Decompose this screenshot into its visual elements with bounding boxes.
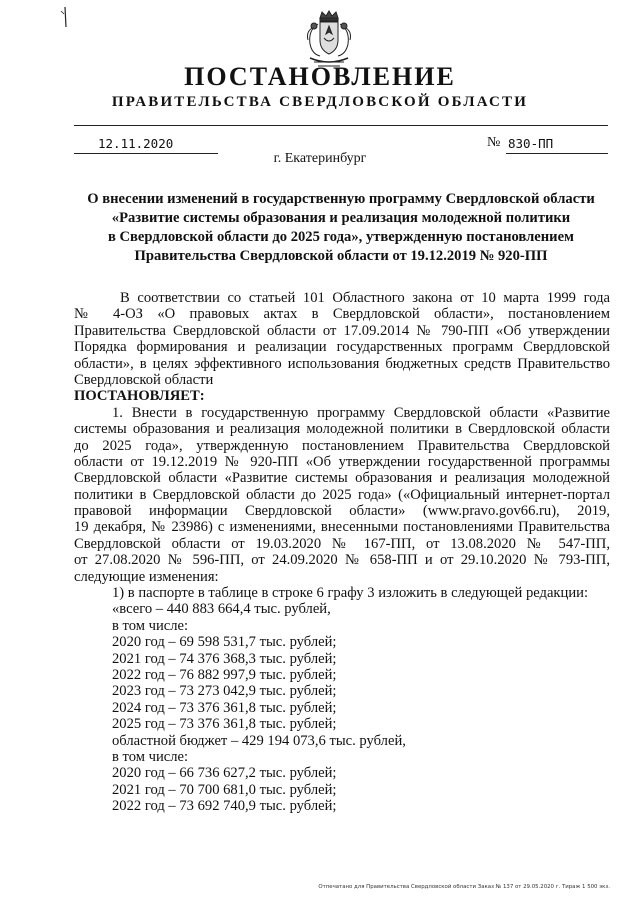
body-line: Правительства Свердловской области от 17.09.2014 № 790-ПП «Об утверждении (74, 322, 610, 339)
document-number-label: № (487, 135, 501, 150)
body-line: Свердловской области от 19.03.2020 № 167-ПП, от 13.08.2020 № 547-ПП, (74, 535, 610, 552)
corner-mark-icon (60, 6, 70, 28)
body-line: Свердловской области «Развитие системы образования и реализация молодежной (74, 470, 610, 487)
body-line: от 27.08.2020 № 596-ПП, от 24.09.2020 № 658-ПП и от 29.10.2020 № 793-ПП, (74, 552, 610, 569)
body-line: 2023 год – 73 273 042,9 тыс. рублей; (112, 683, 337, 700)
body-line: 1. Внести в государственную программу Свердловской области «Развитие (112, 404, 610, 421)
body-line: 2024 год – 73 376 361,8 тыс. рублей; (112, 699, 337, 716)
body-line: 19 декабря, № 23986) с изменениями, внесенными постановлениями Правительства (74, 519, 610, 536)
body-line: областной бюджет – 429 194 073,6 тыс. рублей, (112, 732, 406, 749)
body-line: 2022 год – 73 692 740,9 тыс. рублей; (112, 798, 337, 815)
body-line: в том числе: (112, 748, 189, 765)
body-line: В соответствии со статьей 101 Областного закона от 10 марта 1999 года (120, 290, 610, 306)
body-line: правовой информации Свердловской области» (www.pravo.gov66.ru), 2019, (74, 503, 610, 520)
body-line: 2021 год – 70 700 681,0 тыс. рублей; (112, 781, 337, 798)
body-line: 2020 год – 66 736 627,2 тыс. рублей; (112, 765, 337, 782)
body-line: 2020 год – 69 598 531,7 тыс. рублей; (112, 634, 337, 651)
document-date: 12.11.2020 (98, 136, 174, 151)
document-body (74, 290, 610, 815)
body-line: Свердловской области (74, 371, 214, 388)
body-line: ПОСТАНОВЛЯЕТ: (74, 388, 205, 405)
page-subtitle: ПРАВИТЕЛЬСТВА СВЕРДЛОВСКОЙ ОБЛАСТИ (111, 94, 529, 110)
page-title: ПОСТАНОВЛЕНИЕ (184, 62, 456, 91)
coat-of-arms-icon (300, 10, 358, 70)
body-line: «всего – 440 883 664,4 тыс. рублей, (112, 601, 331, 618)
header-divider (74, 125, 608, 126)
body-line: до 2025 года», утвержденную постановлением Правительства Свердловской (74, 437, 610, 454)
body-line: 2021 год – 74 376 368,3 тыс. рублей; (112, 650, 337, 667)
body-line: 2022 год – 76 882 997,9 тыс. рублей; (112, 666, 337, 683)
heading-line: О внесении изменений в государственную программу Свердловской области (87, 191, 595, 207)
heading-line: в Свердловской области до 2025 года», утвержденную постановлением (107, 229, 574, 245)
body-line: политики в Свердловской области до 2025 года» («Официальный интернет-портал (74, 486, 610, 503)
document-city: г. Екатеринбург (273, 151, 367, 166)
print-footer-note: Отпечатано для Правительства Свердловской области Заказ № 137 от 29.05.2020 г. Тираж 1 500 экз. (318, 884, 610, 890)
document-heading (74, 190, 608, 266)
body-line: системы образования и реализация молодежной политики в Свердловской области (74, 421, 610, 438)
body-line: № 4-ОЗ «О правовых актах в Свердловской области», постановлением (74, 306, 610, 323)
body-line: области», в целях эффективного использования бюджетных средств Правительство (74, 355, 610, 372)
body-line: 1) в паспорте в таблице в строке 6 графу 3 изложить в следующей редакции: (112, 585, 588, 602)
heading-line: Правительства Свердловской области от 19.12.2019 № 920-ПП (134, 248, 548, 264)
document-number: 830-ПП (508, 136, 554, 151)
body-line: области от 19.12.2019 № 920-ПП «Об утверждении государственной программы (74, 453, 610, 470)
body-line: 2025 год – 73 376 361,8 тыс. рублей; (112, 716, 337, 733)
body-line: в том числе: (112, 617, 189, 634)
heading-line: «Развитие системы образования и реализация молодежной политики (111, 210, 571, 226)
body-line: следующие изменения: (74, 568, 219, 585)
body-line: Порядка формирования и реализации государственных программ Свердловской (74, 339, 610, 356)
